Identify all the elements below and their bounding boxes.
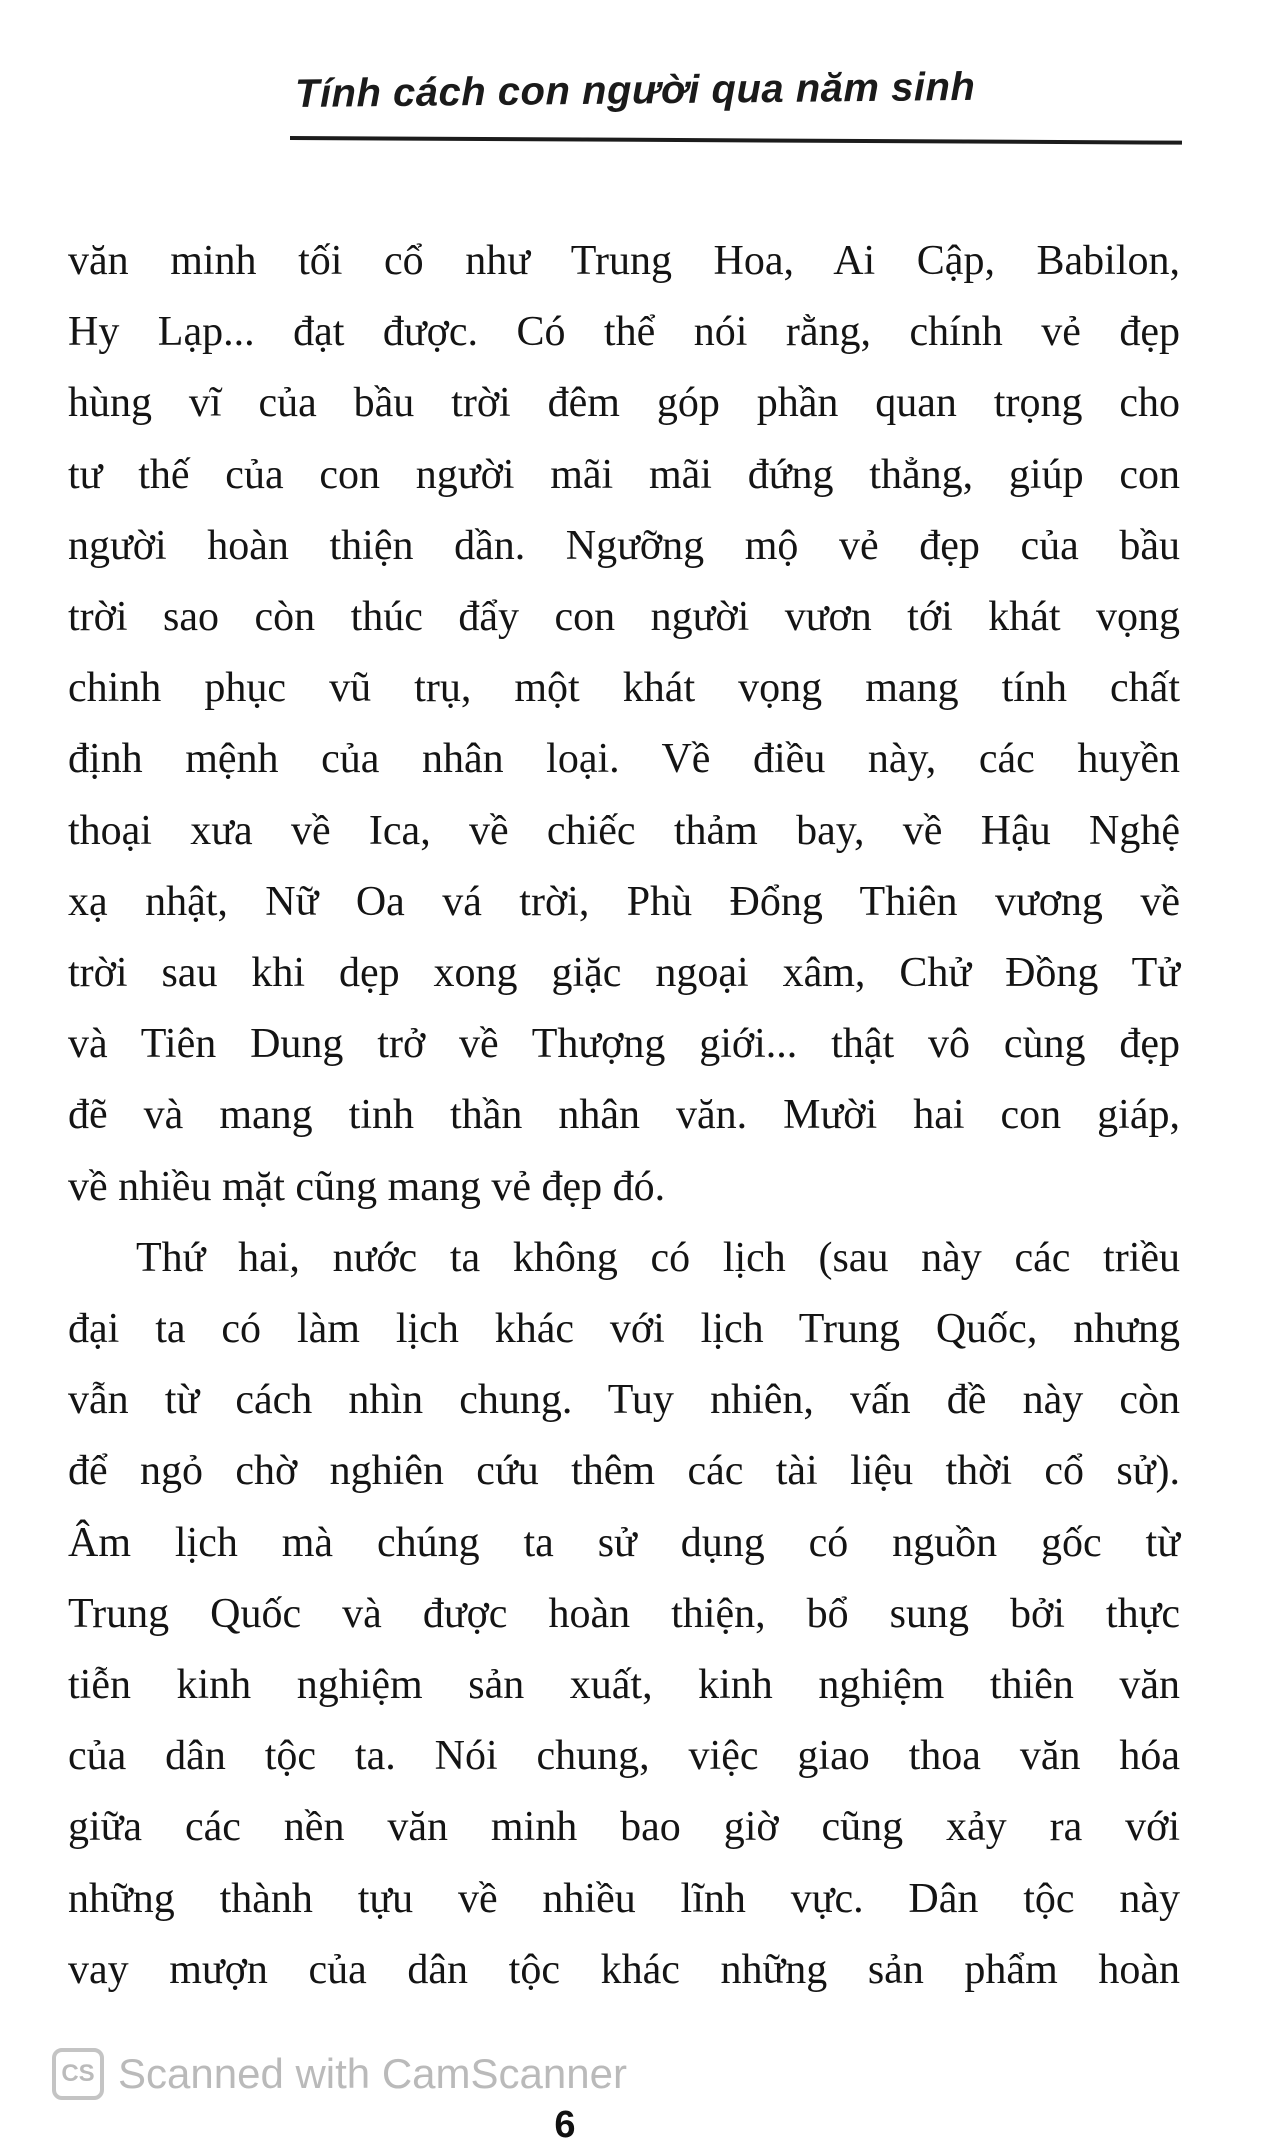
text-line: người hoàn thiện dần. Ngưỡng mộ vẻ đẹp của bầu xyxy=(68,522,1180,569)
text-line: vay mượn của dân tộc khác những sản phẩm hoàn xyxy=(68,1946,1180,1993)
header-rule xyxy=(290,136,1182,145)
body-text xyxy=(68,226,1180,2006)
text-line: Thứ hai, nước ta không có lịch (sau này các triều xyxy=(136,1234,1180,1281)
paragraph-2 xyxy=(68,1223,1180,2006)
text-line: về nhiều mặt cũng mang vẻ đẹp đó. xyxy=(68,1163,666,1210)
text-line: chinh phục vũ trụ, một khát vọng mang tính chất xyxy=(68,665,1180,712)
running-header-title: Tính cách con người qua năm sinh xyxy=(294,64,976,116)
text-line: vẫn từ cách nhìn chung. Tuy nhiên, vấn đề này còn xyxy=(68,1377,1180,1424)
text-line: những thành tựu về nhiều lĩnh vực. Dân tộc này xyxy=(68,1875,1180,1922)
camscanner-logo-icon: CS xyxy=(52,2048,104,2100)
text-line: đẽ và mang tinh thần nhân văn. Mười hai con giáp, xyxy=(68,1092,1180,1139)
text-line: để ngỏ chờ nghiên cứu thêm các tài liệu thời cổ sử). xyxy=(68,1448,1180,1495)
text-line: Hy Lạp... đạt được. Có thể nói rằng, chính vẻ đẹp xyxy=(68,309,1180,356)
text-line: xạ nhật, Nữ Oa vá trời, Phù Đổng Thiên vương về xyxy=(68,878,1180,925)
text-line: và Tiên Dung trở về Thượng giới... thật vô cùng đẹp xyxy=(68,1021,1180,1068)
text-line: trời sau khi dẹp xong giặc ngoại xâm, Chử Đồng Tử xyxy=(68,950,1180,997)
text-line: trời sao còn thúc đẩy con người vươn tới khát vọng xyxy=(68,594,1180,641)
text-line: hùng vĩ của bầu trời đêm góp phần quan trọng cho xyxy=(68,380,1180,427)
text-line: giữa các nền văn minh bao giờ cũng xảy ra với xyxy=(68,1804,1180,1851)
camscanner-watermark xyxy=(52,2048,627,2100)
text-line: Trung Quốc và được hoàn thiện, bổ sung bởi thực xyxy=(68,1590,1180,1637)
text-line: đại ta có làm lịch khác với lịch Trung Quốc, nhưng xyxy=(68,1306,1180,1353)
text-line: định mệnh của nhân loại. Về điều này, các huyền xyxy=(68,736,1180,783)
text-line: tư thế của con người mãi mãi đứng thẳng, giúp con xyxy=(68,451,1180,498)
text-line: của dân tộc ta. Nói chung, việc giao thoa văn hóa xyxy=(68,1733,1180,1780)
watermark-text: Scanned with CamScanner xyxy=(118,2050,627,2097)
text-line: Âm lịch mà chúng ta sử dụng có nguồn gốc từ xyxy=(68,1519,1180,1566)
text-line: văn minh tối cổ như Trung Hoa, Ai Cập, Babilon, xyxy=(68,238,1180,284)
text-line: thoại xưa về Ica, về chiếc thảm bay, về Hậu Nghệ xyxy=(68,807,1180,854)
text-line: tiễn kinh nghiệm sản xuất, kinh nghiệm thiên văn xyxy=(68,1662,1180,1709)
paragraph-1 xyxy=(68,226,1180,1223)
page-number: 6 xyxy=(554,2104,576,2146)
